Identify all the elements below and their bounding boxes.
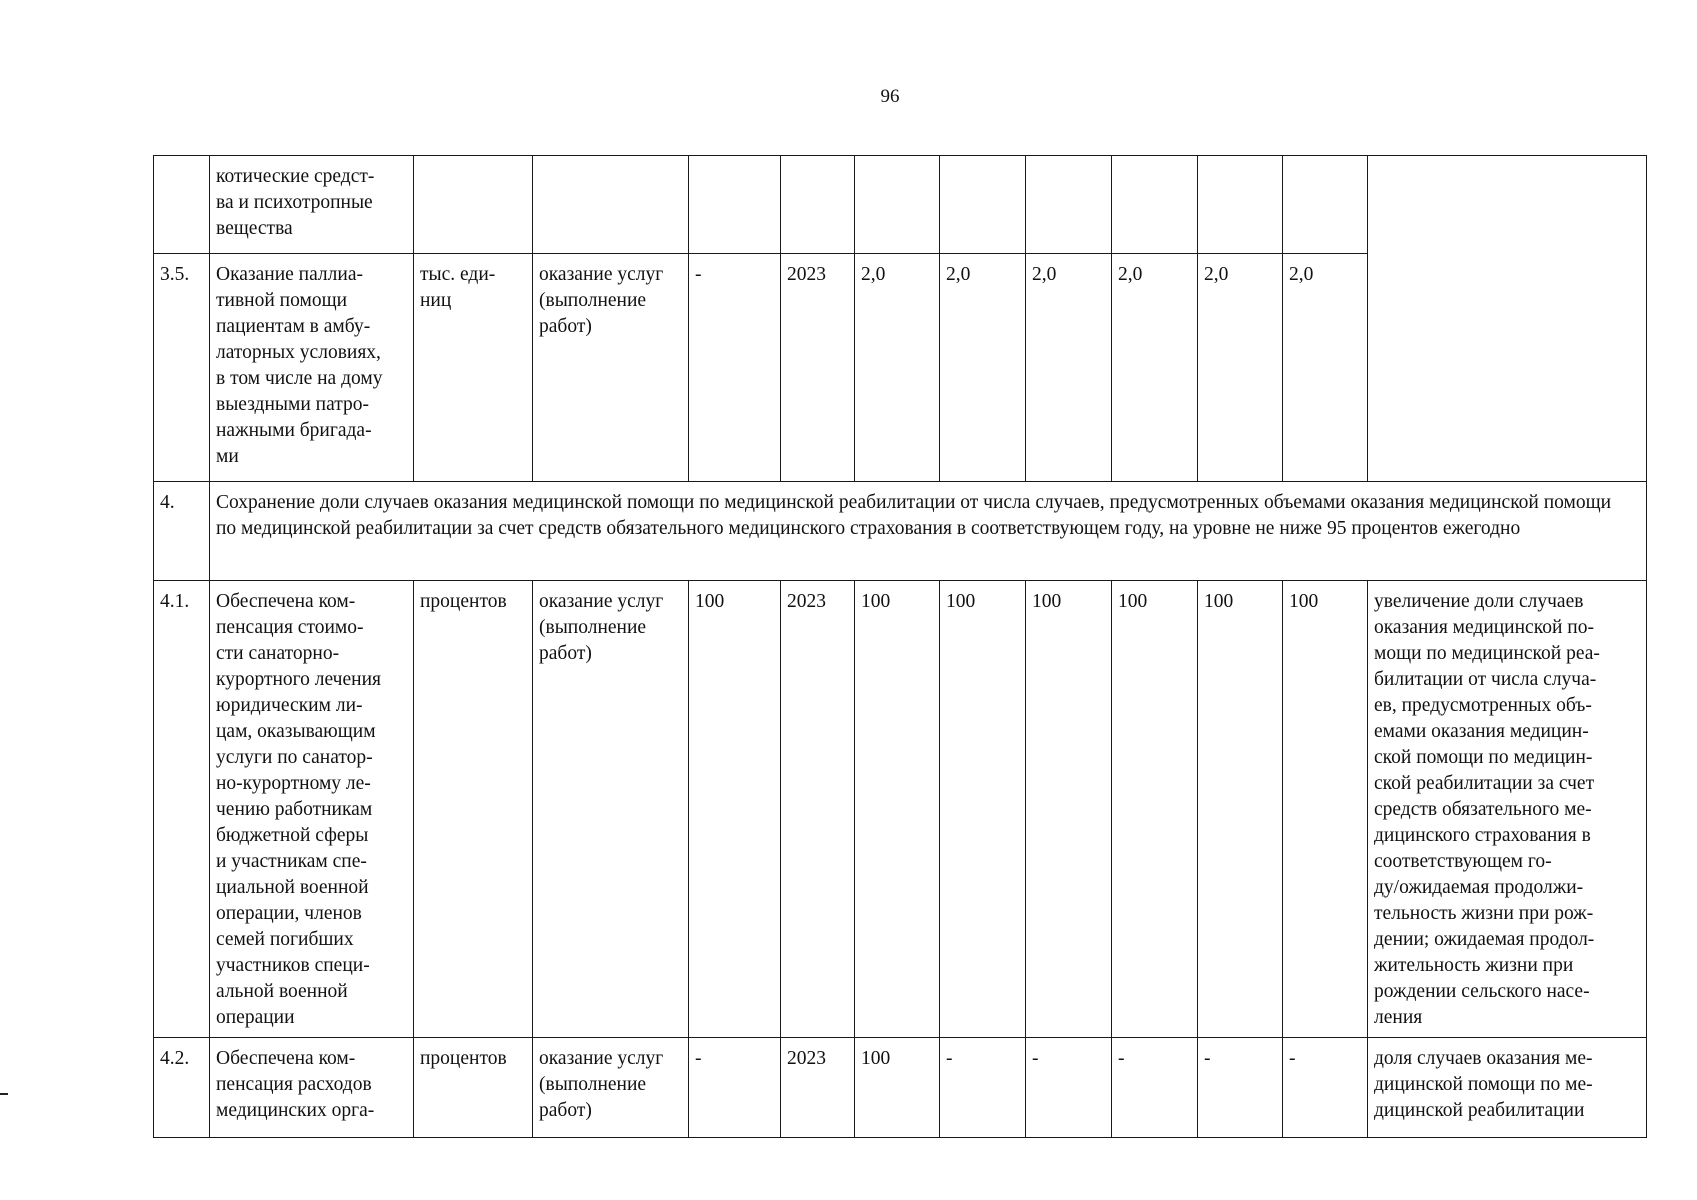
cell-unit: процентов [414,581,533,1038]
cell-base-value: - [689,254,781,482]
cell-unit: процентов [414,1038,533,1138]
cell-num: 4. [154,482,210,581]
cell-value: - [940,1038,1026,1138]
program-table [153,155,1647,1138]
cell-value: - [1112,1038,1198,1138]
cell-num: 3.5. [154,254,210,482]
cell-type: оказание услуг (выполнение работ) [533,581,689,1038]
cell-value: 100 [940,581,1026,1038]
cell-value: 2,0 [1026,254,1112,482]
cell-value: 2,0 [855,254,940,482]
cell-value [1198,156,1283,254]
cell-task-text: Сохранение доли случаев оказания медицинской помощи по медицинской реабилитации от числа случаев, предусмотренных объемами оказания медицинской помощи по медицинской реабилитации за счет средств обязательного медицинского страхования в соответствующем году, на уровне не ниже 95 процентов ежегодно [210,482,1647,581]
cell-result [1368,156,1647,482]
cell-value: - [1198,1038,1283,1138]
cell-value [1112,156,1198,254]
cell-value: 100 [1112,581,1198,1038]
cell-type [533,156,689,254]
cell-result: доля случаев оказания ме- дицинской помощи по ме- дицинской реабилитации [1368,1038,1647,1138]
cell-name: Обеспечена ком- пенсация стоимо- сти санаторно- курортного лечения юридическим ли- цам, оказывающим услуги по санатор- но-курортному ле- чению работникам бюджетной сферы и участникам спе- циальной военной операции, членов семей погибших участников специ- альной военной операции [210,581,414,1038]
cell-value [855,156,940,254]
cell-value: 2,0 [1283,254,1368,482]
cell-value [1026,156,1112,254]
cell-value [940,156,1026,254]
cell-base-value [689,156,781,254]
cell-unit: тыс. еди- ниц [414,254,533,482]
cell-base-year: 2023 [781,1038,855,1138]
cell-value: 2,0 [940,254,1026,482]
cell-unit [414,156,533,254]
cell-type: оказание услуг (выполнение работ) [533,1038,689,1138]
cell-name: Обеспечена ком- пенсация расходов медицинских орга- [210,1038,414,1138]
cell-value: 100 [855,581,940,1038]
cell-type: оказание услуг (выполнение работ) [533,254,689,482]
table-row-4 [154,482,1647,581]
cell-num: 4.1. [154,581,210,1038]
cell-result: увеличение доли случаев оказания медицинской по- мощи по медицинской реа- билитации от числа случа- ев, предусмотренных объ- емами оказания медицин- ской помощи по медицин- ской реабилитации за счет средств обязательного ме- дицинского страхования в соответствующем го- ду/ожидаемая продолжи- тельность жизни при рож- дении; ожидаемая продол- жительность жизни при рождении сельского насе- ления [1368,581,1647,1038]
cell-value: 100 [1283,581,1368,1038]
cell-value: 100 [1026,581,1112,1038]
cell-value: - [1283,1038,1368,1138]
cell-num [154,156,210,254]
table-row-4-1 [154,581,1647,1038]
cell-name: котические средст- ва и психотропные вещества [210,156,414,254]
cell-num: 4.2. [154,1038,210,1138]
cell-base-value: 100 [689,581,781,1038]
table-row-4-2 [154,1038,1647,1138]
cell-base-value: - [689,1038,781,1138]
cell-base-year [781,156,855,254]
cell-base-year: 2023 [781,254,855,482]
table-row-continuation [154,156,1647,254]
cell-value [1283,156,1368,254]
cell-value: 2,0 [1198,254,1283,482]
cell-value: 100 [1198,581,1283,1038]
cell-value: - [1026,1038,1112,1138]
cell-name: Оказание паллиа- тивной помощи пациентам в амбу- латорных условиях, в том числе на дому выездными патро- нажными бригада- ми [210,254,414,482]
page-number: 96 [880,86,900,107]
cell-value: 2,0 [1112,254,1198,482]
cell-value: 100 [855,1038,940,1138]
margin-mark [0,1093,8,1095]
cell-base-year: 2023 [781,581,855,1038]
